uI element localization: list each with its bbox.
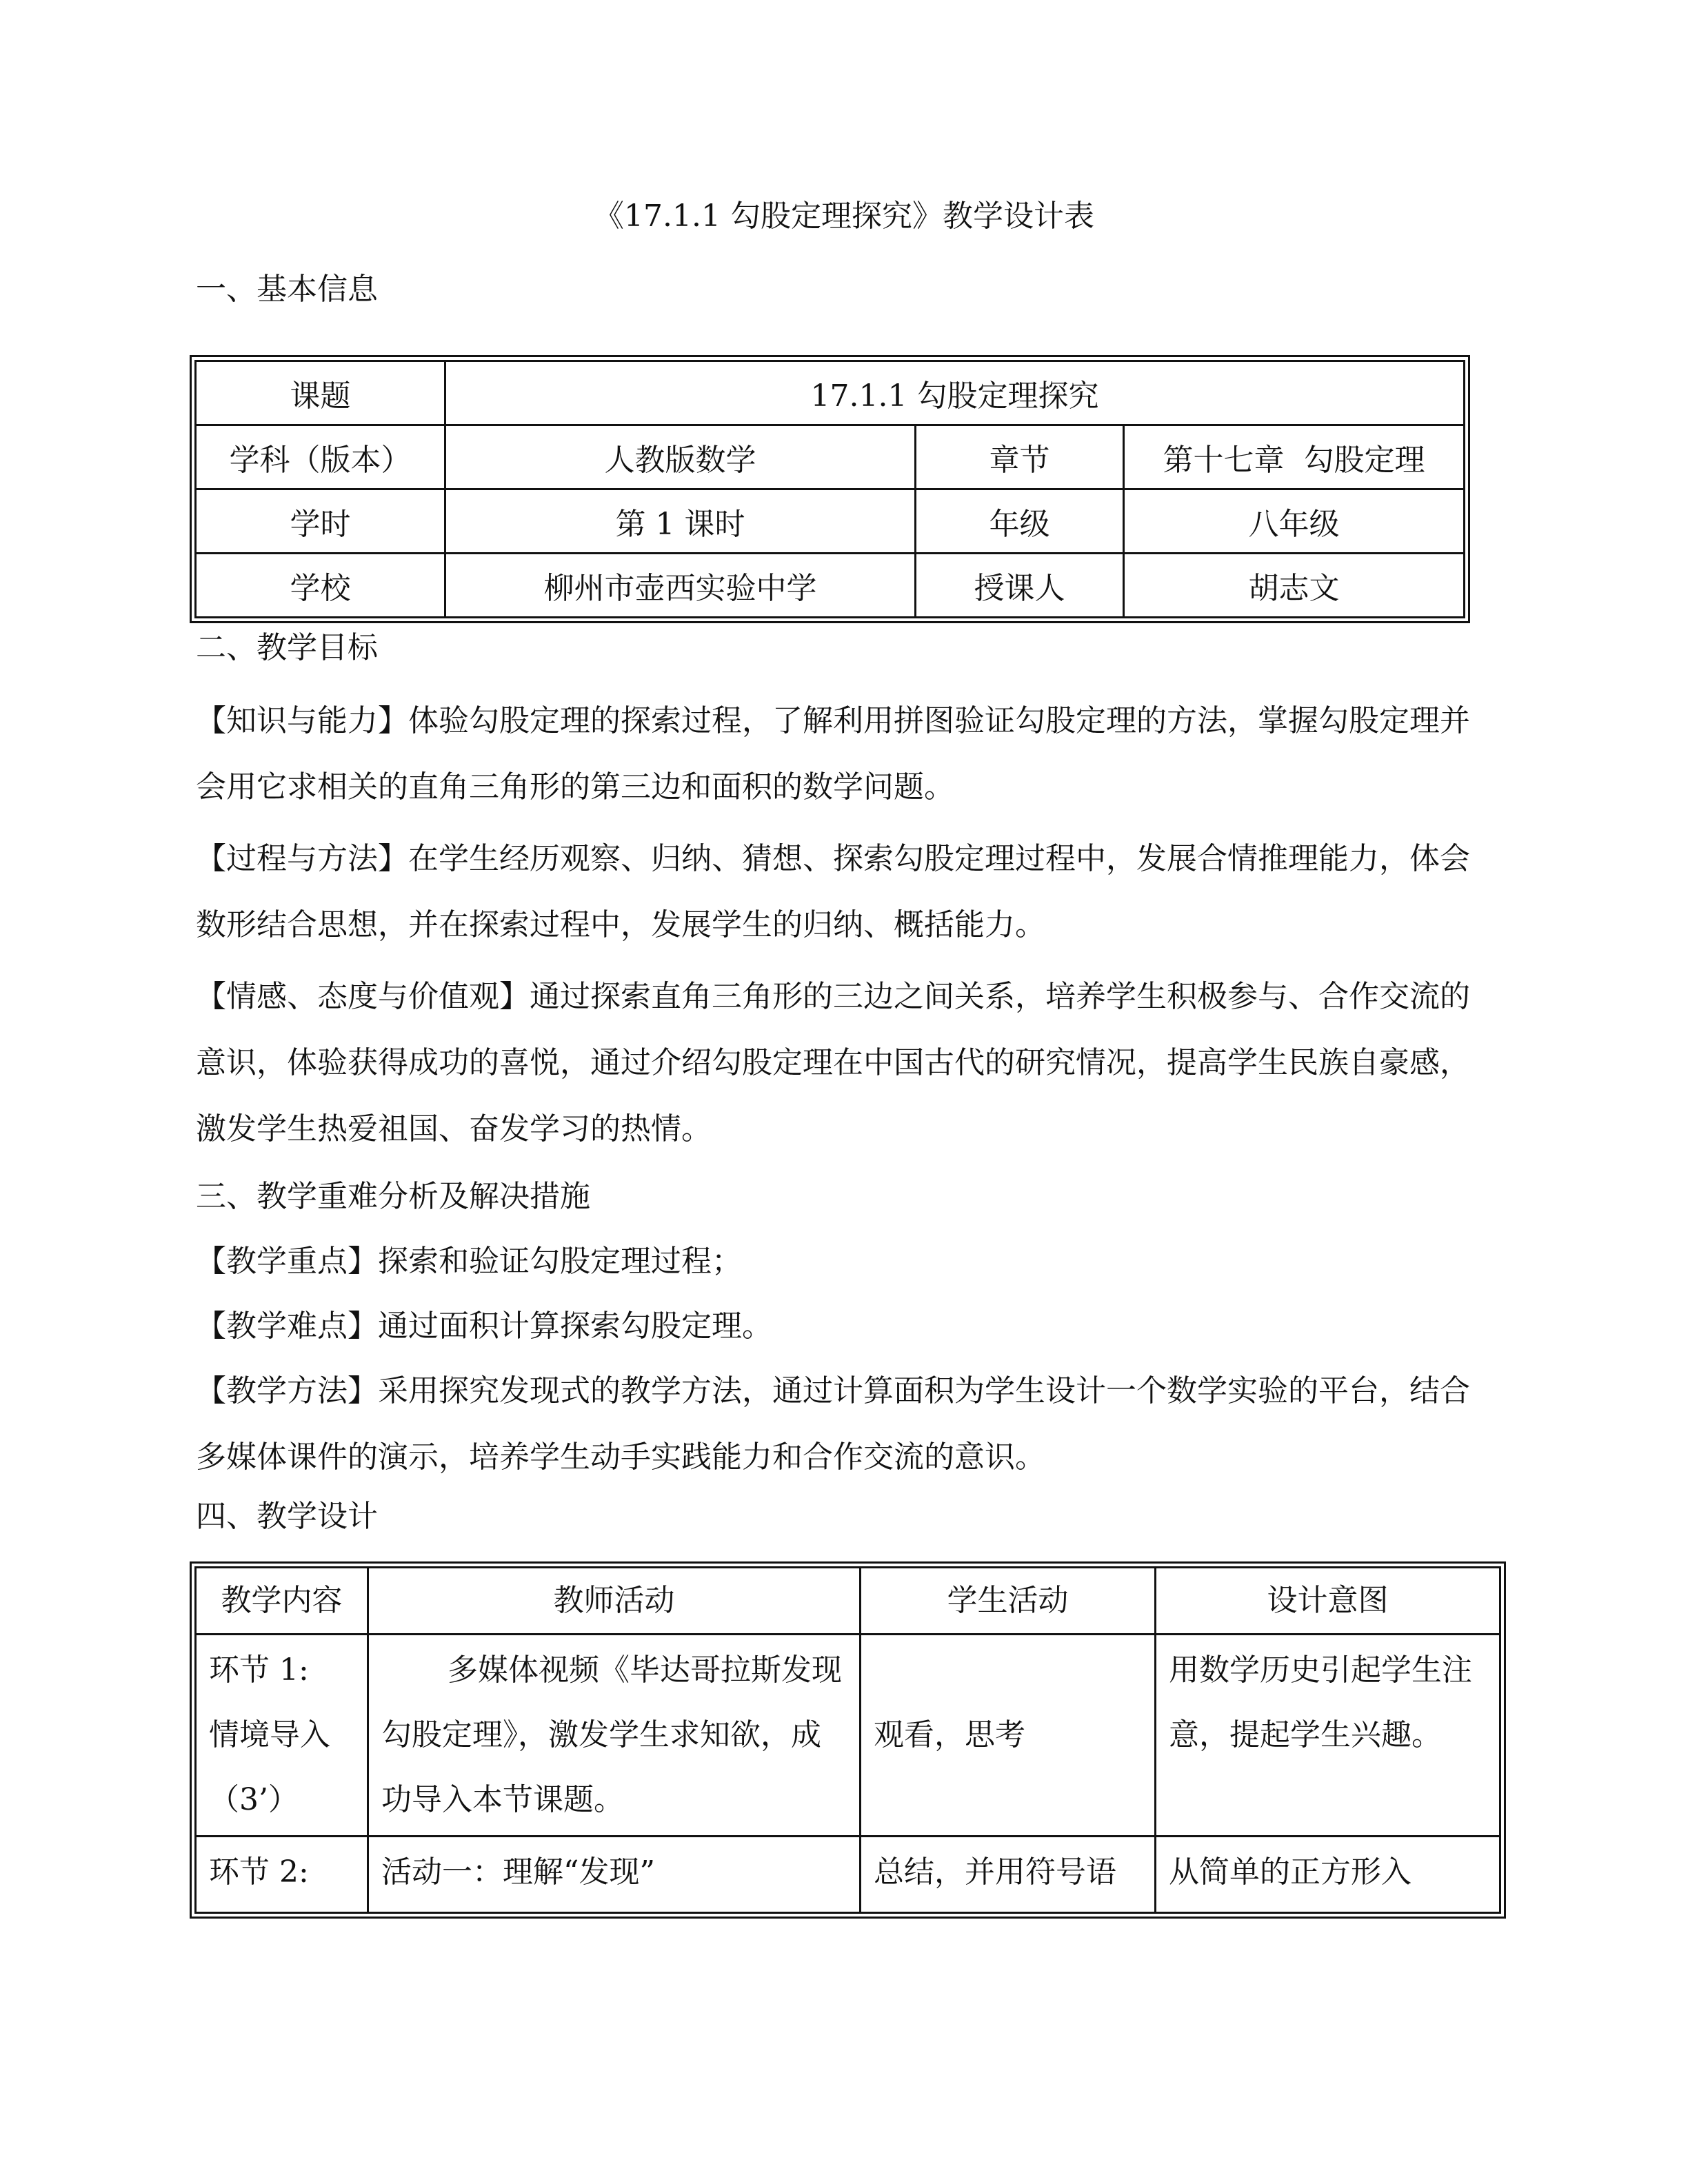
table-row (196, 1635, 1500, 1837)
design-table (194, 1566, 1501, 1914)
row2-content: 环节 2: (196, 1837, 368, 1913)
teacher-value: 胡志文 (1124, 554, 1465, 618)
goal-knowledge: 【知识与能力】体验勾股定理的探索过程，了解利用拼图验证勾股定理的方法，掌握勾股定理并会用它求相关的直角三角形的第三边和面积的数学问题。 (196, 703, 1470, 805)
subject-label: 学科（版本） (196, 425, 445, 489)
grade-value: 八年级 (1124, 489, 1465, 554)
row2-student: 总结，并用符号语 (861, 1837, 1156, 1913)
difficulty-point: 【教学难点】通过面积计算探索勾股定理。 (196, 1308, 772, 1344)
section-heading-basic-info: 一、基本信息 (196, 272, 378, 307)
chapter-label: 章节 (916, 425, 1124, 489)
goal-process: 【过程与方法】在学生经历观察、归纳、猜想、探索勾股定理过程中，发展合情推理能力，体会数形结合思想，并在探索过程中，发展学生的归纳、概括能力。 (196, 841, 1470, 942)
topic-label: 课题 (196, 361, 445, 425)
teacher-label: 授课人 (916, 554, 1124, 618)
table-row (196, 361, 1465, 425)
document-title: 《17.1.1 勾股定理探究》教学设计表 (594, 199, 1094, 234)
school-value: 柳州市壶西实验中学 (445, 554, 916, 618)
row2-teacher: 活动一：理解“发现” (368, 1837, 861, 1913)
chapter-value: 第十七章 勾股定理 (1124, 425, 1465, 489)
row1-intent: 用数学历史引起学生注意，提起学生兴趣。 (1156, 1635, 1500, 1837)
topic-value: 17.1.1 勾股定理探究 (445, 361, 1465, 425)
row1-content: 环节 1: 情境导入 （3’） (196, 1635, 368, 1837)
section-heading-design: 四、教学设计 (196, 1499, 378, 1534)
table-row (196, 489, 1465, 554)
row1-student: 观看，思考 (861, 1635, 1156, 1837)
teaching-method: 【教学方法】采用探究发现式的教学方法，通过计算面积为学生设计一个数学实验的平台，结合多媒体课件的演示，培养学生动手实践能力和合作交流的意识。 (196, 1373, 1470, 1475)
header-content: 教学内容 (196, 1568, 368, 1635)
goal-emotion: 【情感、态度与价值观】通过探索直角三角形的三边之间关系，培养学生积极参与、合作交流的意识，体验获得成功的喜悦，通过介绍勾股定理在中国古代的研究情况，提高学生民族自豪感，激发学生热爱祖国、奋发学习的热情。 (196, 979, 1470, 1146)
section-heading-goals: 二、教学目标 (196, 630, 378, 665)
subject-value: 人教版数学 (445, 425, 916, 489)
row1-teacher: 多媒体视频《毕达哥拉斯发现勾股定理》，激发学生求知欲，成功导入本节课题。 (368, 1635, 861, 1837)
section-heading-key-points: 三、教学重难分析及解决措施 (196, 1179, 590, 1214)
header-teacher: 教师活动 (368, 1568, 861, 1635)
period-value: 第 1 课时 (445, 489, 916, 554)
key-point: 【教学重点】探索和验证勾股定理过程； (196, 1244, 742, 1279)
grade-label: 年级 (916, 489, 1124, 554)
basic-info-table (194, 360, 1465, 618)
header-student: 学生活动 (861, 1568, 1156, 1635)
school-label: 学校 (196, 554, 445, 618)
period-label: 学时 (196, 489, 445, 554)
row2-intent: 从简单的正方形入 (1156, 1837, 1500, 1913)
header-intent: 设计意图 (1156, 1568, 1500, 1635)
table-row (196, 425, 1465, 489)
table-row (196, 554, 1465, 618)
table-header-row (196, 1568, 1500, 1635)
table-row (196, 1837, 1500, 1913)
